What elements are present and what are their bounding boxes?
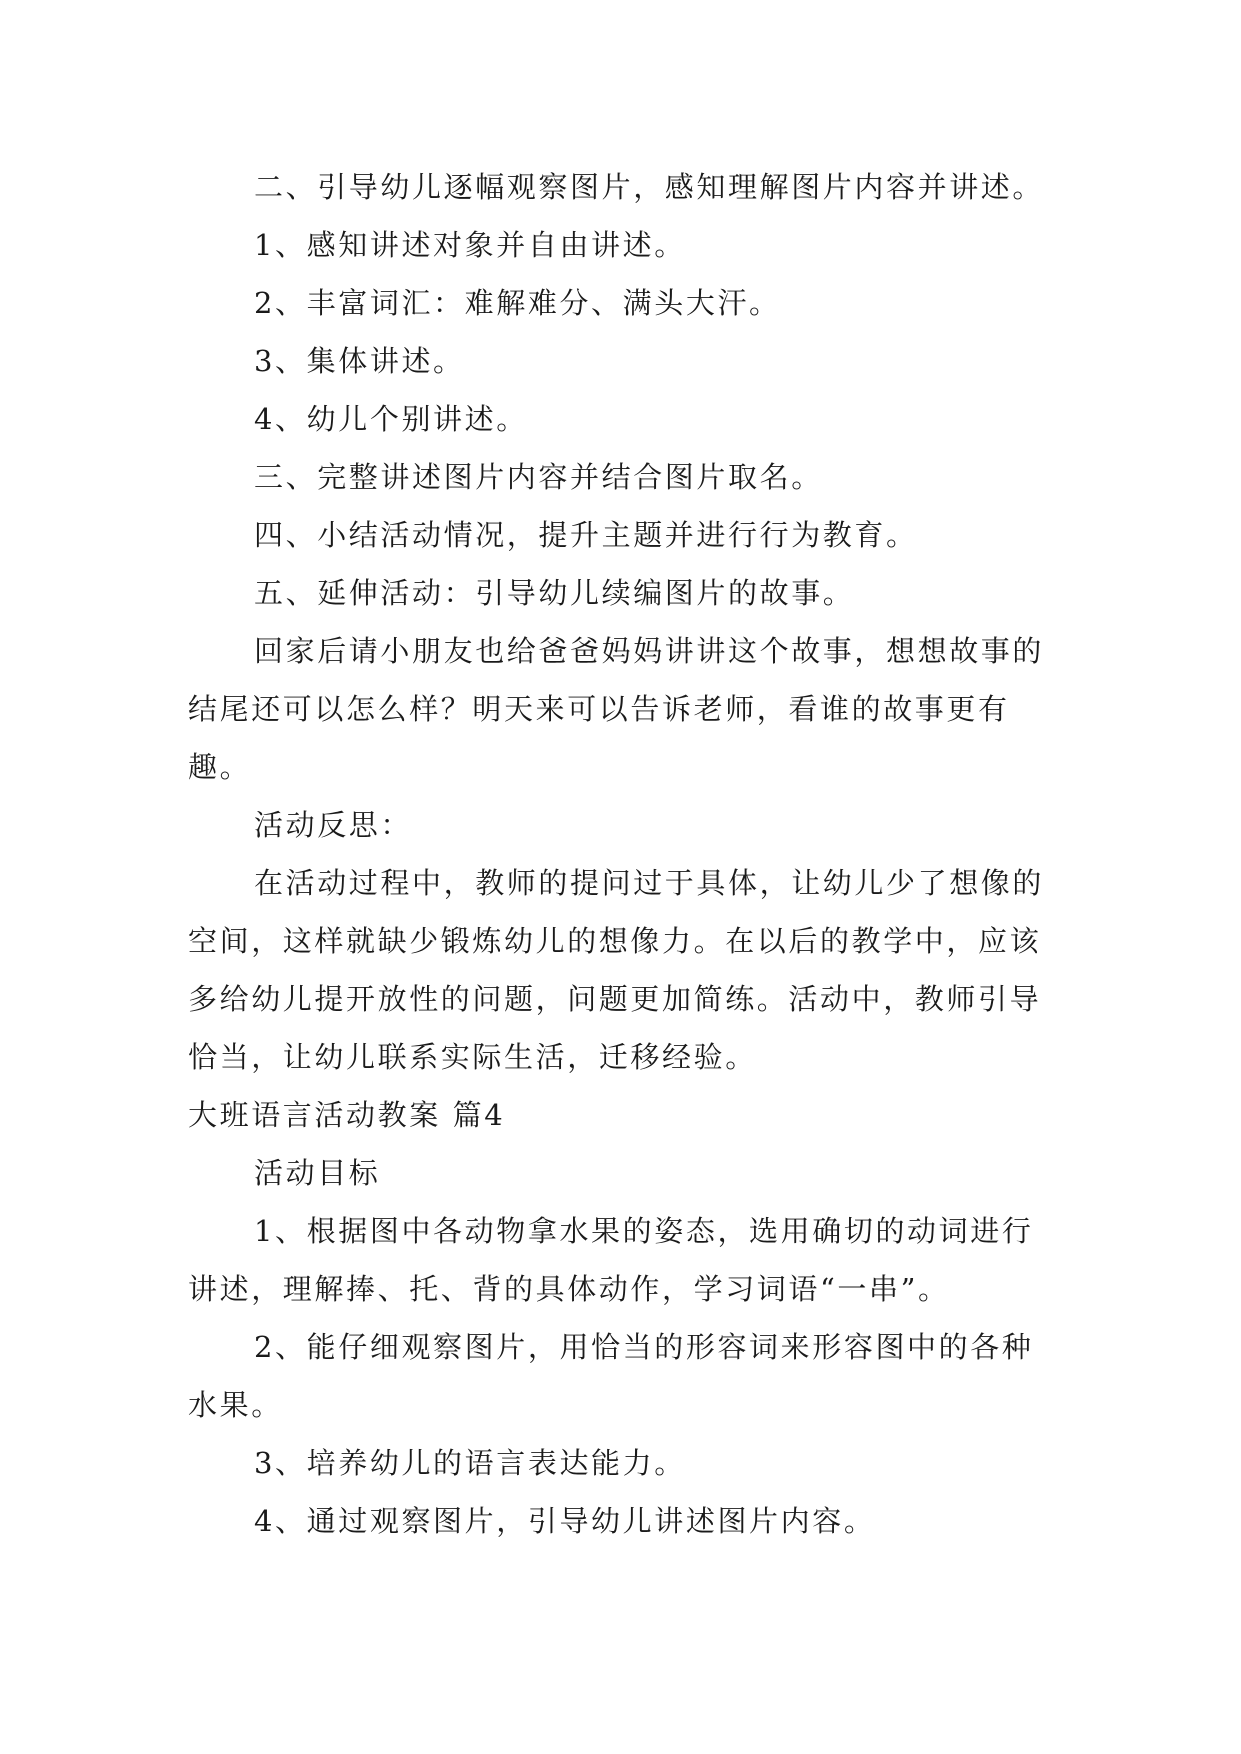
paragraph: 2、能仔细观察图片，用恰当的形容词来形容图中的各种水果。 — [188, 1330, 1034, 1422]
paragraph: 4、幼儿个别讲述。 — [254, 402, 528, 436]
paragraph: 活动反思： — [254, 808, 413, 842]
paragraph: 三、完整讲述图片内容并结合图片取名。 — [254, 460, 823, 494]
paragraph: 2、丰富词汇：难解难分、满头大汗。 — [254, 286, 781, 320]
document-body — [188, 158, 1048, 1550]
paragraph: 五、延伸活动：引导幼儿续编图片的故事。 — [254, 576, 855, 610]
paragraph: 在活动过程中，教师的提问过于具体，让幼儿少了想像的空间，这样就缺少锻炼幼儿的想像力。在以后的教学中，应该多给幼儿提开放性的问题，问题更加简练。活动中，教师引导恰当，让幼儿联系实际生活，迁移经验。 — [188, 866, 1045, 1074]
paragraph: 3、培养幼儿的语言表达能力。 — [254, 1446, 686, 1480]
section-heading: 大班语言活动教案 篇4 — [188, 1098, 506, 1132]
paragraph: 四、小结活动情况，提升主题并进行行为教育。 — [254, 518, 918, 552]
paragraph: 4、通过观察图片，引导幼儿讲述图片内容。 — [254, 1504, 876, 1538]
paragraph: 回家后请小朋友也给爸爸妈妈讲讲这个故事，想想故事的结尾还可以怎么样？明天来可以告诉老师，看谁的故事更有趣。 — [188, 634, 1045, 784]
paragraph: 3、集体讲述。 — [254, 344, 465, 378]
paragraph: 1、根据图中各动物拿水果的姿态，选用确切的动词进行讲述，理解捧、托、背的具体动作，学习词语“一串”。 — [188, 1214, 1034, 1306]
paragraph: 1、感知讲述对象并自由讲述。 — [254, 228, 686, 262]
paragraph: 二、引导幼儿逐幅观察图片，感知理解图片内容并讲述。 — [254, 170, 1045, 204]
paragraph: 活动目标 — [254, 1156, 381, 1190]
